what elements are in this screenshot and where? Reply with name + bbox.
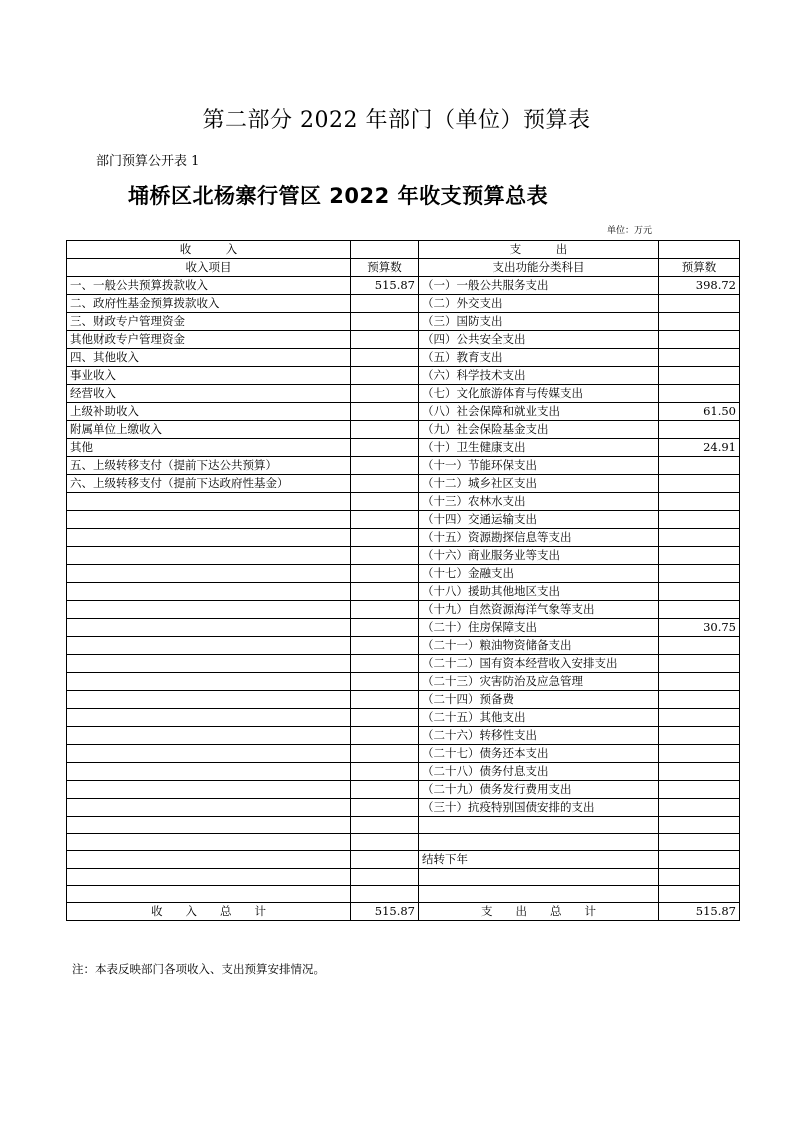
group-header-row [67,241,740,259]
income-item-cell [67,886,351,903]
expense-amount-cell [659,511,740,529]
expense-amount-cell [659,727,740,745]
expense-item-cell: （八）社会保障和就业支出 [419,403,659,421]
income-amount-cell [351,619,419,637]
table-row [67,727,740,745]
expense-group-blank [659,241,740,259]
expense-amount-cell [659,781,740,799]
table-row [67,457,740,475]
income-amount-cell [351,385,419,403]
income-amount-cell [351,439,419,457]
income-amount-cell [351,601,419,619]
expense-amount-cell [659,295,740,313]
expense-item-cell: （二十三）灾害防治及应急管理 [419,673,659,691]
expense-item-cell [419,886,659,903]
table-row [67,834,740,851]
expense-amount-cell [659,834,740,851]
expense-item-cell: （二十九）债务发行费用支出 [419,781,659,799]
expense-amount-cell [659,457,740,475]
income-item-cell: 经营收入 [67,385,351,403]
table-row [67,601,740,619]
expense-item-cell: 结转下年 [419,851,659,869]
expense-amount-cell [659,851,740,869]
expense-amount-cell [659,367,740,385]
table-row [67,709,740,727]
expense-item-cell: （二十一）粮油物资储备支出 [419,637,659,655]
table-row [67,385,740,403]
income-amount-cell [351,799,419,817]
income-item-cell [67,709,351,727]
expense-item-cell: （二十七）债务还本支出 [419,745,659,763]
income-item-cell [67,529,351,547]
income-amount-cell [351,403,419,421]
income-item-cell [67,745,351,763]
income-item-cell [67,619,351,637]
income-amount-cell [351,583,419,601]
table-note: 注：本表反映部门各项收入、支出预算安排情况。 [72,962,325,976]
income-item-cell [67,511,351,529]
income-amount-cell [351,421,419,439]
expense-amount-cell: 30.75 [659,619,740,637]
income-amount-cell [351,475,419,493]
income-amount-cell [351,763,419,781]
income-amount-cell [351,637,419,655]
income-amount-cell [351,529,419,547]
income-amount-cell [351,331,419,349]
expense-amount-cell [659,655,740,673]
income-amount-cell [351,565,419,583]
income-item-cell [67,727,351,745]
income-amount-cell [351,349,419,367]
income-item-cell [67,763,351,781]
table-row [67,745,740,763]
expense-amount-cell [659,673,740,691]
expense-amount-header: 预算数 [659,259,740,277]
income-item-cell [67,493,351,511]
part-title: 第二部分 2022 年部门（单位）预算表 [202,108,591,133]
expense-amount-cell [659,869,740,886]
income-amount-cell [351,493,419,511]
income-item-cell: 附属单位上缴收入 [67,421,351,439]
income-amount-cell [351,834,419,851]
income-item-cell: 二、政府性基金预算拨款收入 [67,295,351,313]
expense-item-cell: （十七）金融支出 [419,565,659,583]
expense-item-cell: （十五）资源勘探信息等支出 [419,529,659,547]
expense-item-cell: （三）国防支出 [419,313,659,331]
table-row [67,439,740,457]
expense-item-cell: （三十）抗疫特别国债安排的支出 [419,799,659,817]
expense-amount-cell [659,637,740,655]
expense-amount-cell: 24.91 [659,439,740,457]
income-item-cell: 三、财政专户管理资金 [67,313,351,331]
income-amount-cell [351,691,419,709]
income-item-cell [67,834,351,851]
income-item-cell [67,851,351,869]
table-row [67,313,740,331]
expense-amount-cell [659,421,740,439]
expense-item-cell: （十四）交通运输支出 [419,511,659,529]
income-item-cell: 其他 [67,439,351,457]
expense-amount-cell [659,385,740,403]
expense-item-cell: （十一）节能环保支出 [419,457,659,475]
expense-item-cell: （二）外交支出 [419,295,659,313]
expense-item-cell: （二十二）国有资本经营收入安排支出 [419,655,659,673]
expense-item-cell: （十二）城乡社区支出 [419,475,659,493]
expense-amount-cell [659,529,740,547]
income-amount-cell [351,817,419,834]
expense-item-cell: （十八）援助其他地区支出 [419,583,659,601]
expense-item-cell: （十九）自然资源海洋气象等支出 [419,601,659,619]
table-row [67,851,740,869]
income-amount-cell [351,781,419,799]
income-total-amount: 515.87 [351,903,419,921]
unit-label: 单位：万元 [607,226,653,236]
income-item-cell [67,781,351,799]
table-row [67,493,740,511]
table-row [67,637,740,655]
income-total-label: 收 入 总 计 [67,903,351,921]
expense-item-cell: （十六）商业服务业等支出 [419,547,659,565]
table-row [67,565,740,583]
expense-amount-cell [659,799,740,817]
expense-amount-cell [659,493,740,511]
income-item-cell: 上级补助收入 [67,403,351,421]
expense-group-header: 支 出 [419,241,659,259]
income-amount-cell [351,313,419,331]
expense-item-cell: （二十八）债务付息支出 [419,763,659,781]
income-item-cell: 五、上级转移支付（提前下达公共预算） [67,457,351,475]
income-amount-cell [351,547,419,565]
expense-amount-cell [659,709,740,727]
expense-item-header: 支出功能分类科目 [419,259,659,277]
expense-amount-cell: 398.72 [659,277,740,295]
expense-item-cell: （五）教育支出 [419,349,659,367]
income-item-cell [67,637,351,655]
income-item-cell [67,869,351,886]
expense-item-cell [419,817,659,834]
expense-amount-cell [659,745,740,763]
table-row [67,403,740,421]
table-row [67,583,740,601]
income-item-header: 收入项目 [67,259,351,277]
table-row [67,547,740,565]
income-amount-cell [351,745,419,763]
expense-item-cell: （二十五）其他支出 [419,709,659,727]
expense-item-cell: （二十）住房保障支出 [419,619,659,637]
expense-item-cell: （六）科学技术支出 [419,367,659,385]
expense-amount-cell [659,601,740,619]
expense-item-cell: （九）社会保险基金支出 [419,421,659,439]
table-row [67,511,740,529]
table-number: 部门预算公开表 1 [96,154,200,169]
income-item-cell: 一、一般公共预算拨款收入 [67,277,351,295]
table-row [67,781,740,799]
expense-amount-cell [659,817,740,834]
income-item-cell: 事业收入 [67,367,351,385]
main-title: 埇桥区北杨寨行管区 2022 年收支预算总表 [128,184,549,208]
table-row [67,673,740,691]
table-row [67,277,740,295]
income-amount-cell [351,709,419,727]
table-row [67,691,740,709]
income-item-cell [67,817,351,834]
expense-amount-cell [659,331,740,349]
income-item-cell [67,565,351,583]
income-amount-cell [351,511,419,529]
expense-item-cell: （十）卫生健康支出 [419,439,659,457]
income-amount-cell: 515.87 [351,277,419,295]
income-amount-cell [351,886,419,903]
income-amount-cell [351,367,419,385]
income-amount-cell [351,655,419,673]
income-item-cell [67,799,351,817]
expense-amount-cell [659,349,740,367]
expense-amount-cell: 61.50 [659,403,740,421]
table-row [67,331,740,349]
expense-amount-cell [659,583,740,601]
expense-item-cell: （四）公共安全支出 [419,331,659,349]
income-amount-cell [351,851,419,869]
table-row [67,421,740,439]
income-amount-cell [351,727,419,745]
expense-amount-cell [659,691,740,709]
income-item-cell [67,691,351,709]
income-item-cell [67,673,351,691]
income-item-cell [67,601,351,619]
table-row [67,367,740,385]
budget-table [66,240,740,921]
expense-total-label: 支 出 总 计 [419,903,659,921]
table-row [67,529,740,547]
table-row [67,817,740,834]
income-amount-cell [351,457,419,475]
expense-item-cell [419,869,659,886]
totals-row [67,903,740,921]
expense-item-cell: （一）一般公共服务支出 [419,277,659,295]
expense-amount-cell [659,565,740,583]
income-amount-cell [351,673,419,691]
expense-amount-cell [659,886,740,903]
table-row [67,295,740,313]
expense-item-cell: （二十四）预备费 [419,691,659,709]
table-row [67,619,740,637]
expense-amount-cell [659,763,740,781]
expense-item-cell: （十三）农林水支出 [419,493,659,511]
table-row [67,886,740,903]
income-amount-header: 预算数 [351,259,419,277]
table-row [67,349,740,367]
table-row [67,655,740,673]
income-amount-cell [351,295,419,313]
budget-table-body [67,241,740,921]
income-item-cell: 四、其他收入 [67,349,351,367]
table-row [67,763,740,781]
income-item-cell [67,547,351,565]
income-amount-cell [351,869,419,886]
income-item-cell: 其他财政专户管理资金 [67,331,351,349]
column-header-row [67,259,740,277]
expense-amount-cell [659,475,740,493]
income-item-cell [67,655,351,673]
expense-item-cell: （二十六）转移性支出 [419,727,659,745]
income-item-cell [67,583,351,601]
expense-amount-cell [659,547,740,565]
expense-item-cell [419,834,659,851]
expense-total-amount: 515.87 [659,903,740,921]
table-row [67,799,740,817]
income-group-blank [351,241,419,259]
income-group-header: 收 入 [67,241,351,259]
expense-item-cell: （七）文化旅游体育与传媒支出 [419,385,659,403]
expense-amount-cell [659,313,740,331]
table-row [67,869,740,886]
table-row [67,475,740,493]
income-item-cell: 六、上级转移支付（提前下达政府性基金） [67,475,351,493]
